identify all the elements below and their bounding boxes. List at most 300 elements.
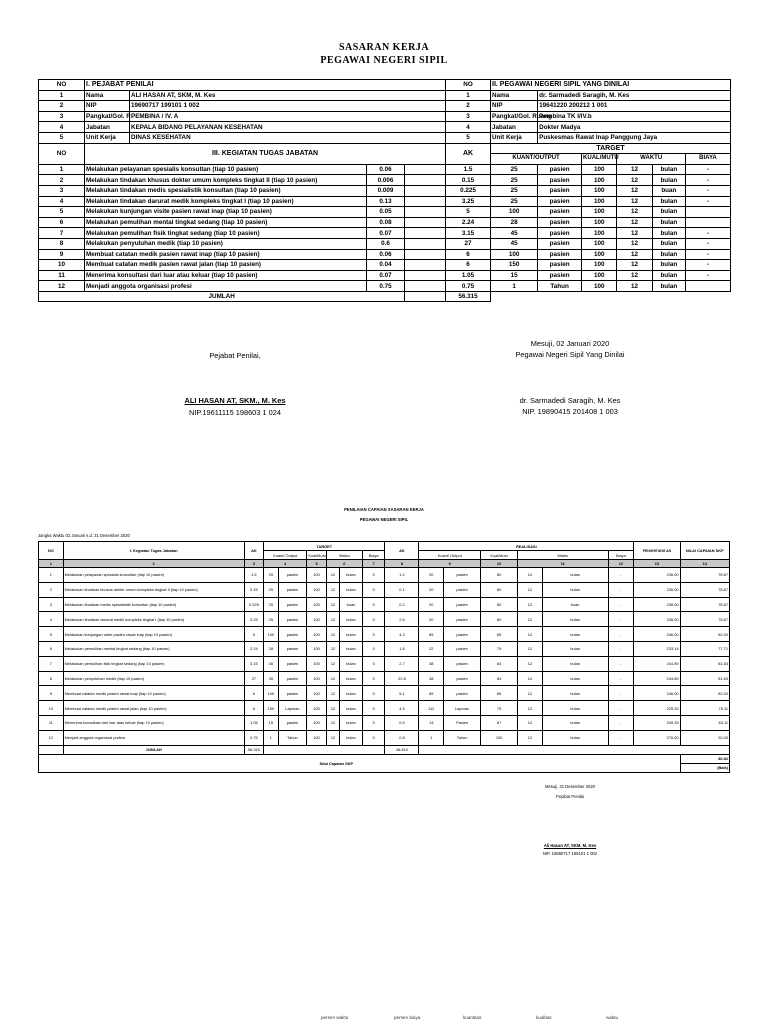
realisasi-satuan: pasien <box>444 627 481 642</box>
target-kuantitas: 45 <box>491 238 538 249</box>
row-number: 2 <box>39 175 85 186</box>
target-kuantitas: 25 <box>264 612 278 627</box>
realisasi-mutu: 84 <box>481 671 518 686</box>
pejabat-row-number: 5 <box>39 132 85 143</box>
kual-mutu-header: KUAL/MUTU <box>582 154 617 165</box>
penilaian-row <box>39 568 730 583</box>
penghitungan-value: 236.00 <box>634 568 680 583</box>
penilaian-row <box>39 671 730 686</box>
target-mutu: 100 <box>582 217 617 228</box>
target-ak: 6 <box>244 701 264 716</box>
target-mutu: 100 <box>582 207 617 218</box>
target-waktu: 12 <box>617 238 652 249</box>
spacer-cell <box>405 260 446 271</box>
target-ak: 2.24 <box>244 641 264 656</box>
row-number: 11 <box>39 270 85 281</box>
target-biaya: 0 <box>362 656 385 671</box>
kegiatan-description: Melakukan pelayanan spesialis konsultan (tiap 10 pasien) <box>63 568 244 583</box>
spacer-cell <box>405 238 446 249</box>
realisasi-mutu: 80 <box>481 582 518 597</box>
realisasi-kuantitas: 20 <box>419 597 444 612</box>
row-number: 9 <box>39 249 85 260</box>
pns-field-label: Unit Kerja <box>491 132 538 143</box>
target-waktu: 12 <box>326 656 339 671</box>
kegiatan-description: Melakukan pemulihan mental tingkat sedang (tiap 10 pasien) <box>85 217 367 228</box>
realisasi-ak: 1.2 <box>385 568 419 583</box>
target-satuan: Tahun <box>538 281 582 292</box>
target-kuantitas: 25 <box>491 164 538 175</box>
realisasi-waktu-satuan: bulan <box>542 701 608 716</box>
realisasi-kuantitas: 38 <box>419 656 444 671</box>
target-biaya: 0 <box>362 597 385 612</box>
kegiatan-description: Melakukan kunjungan visite pasien rawat inap (tiap 10 pasien) <box>63 627 244 642</box>
pejabat-field-value: ALI HASAN AT, SKM, M. Kes <box>130 90 446 101</box>
target-header: TARGET <box>264 542 385 551</box>
angka-kredit-unit: 0.006 <box>366 175 405 186</box>
target-biaya: - <box>685 175 730 186</box>
target-waktu-satuan: bulan <box>340 715 363 730</box>
ak-header: AK <box>446 143 491 164</box>
realisasi-waktu: 12 <box>518 686 543 701</box>
target-biaya: - <box>685 238 730 249</box>
target-biaya: 0 <box>362 582 385 597</box>
spacer-cell <box>405 249 446 260</box>
nilai-capaian-value: 80.82 <box>680 754 729 763</box>
realisasi-waktu-satuan: bulan <box>542 715 608 730</box>
pejabat-penilai-name-2: Ali Hasan AT, SKM. M. Kes <box>543 843 597 848</box>
kegiatan-row <box>39 260 731 271</box>
footer-persen-waktu: persen waktu <box>321 1015 349 1020</box>
target-mutu: 100 <box>307 656 327 671</box>
realisasi-kuantitas: 112 <box>419 701 444 716</box>
target-waktu: 12 <box>617 260 652 271</box>
jumlah-ak: 56.315 <box>244 745 264 754</box>
kegiatan-description: Membuat catatan medik pasien rawat jalan (tiap 10 pasien) <box>63 701 244 716</box>
realisasi-waktu-satuan: bulan <box>542 671 608 686</box>
pns-field-label: Pangkat/Gol. Ruang <box>492 113 552 121</box>
kegiatan-row <box>39 270 731 281</box>
signature-place-date: Mesuji, 02 Januari 2020 <box>530 339 610 348</box>
target-ak: 3.25 <box>244 612 264 627</box>
pns-row-number: 4 <box>446 122 491 133</box>
realisasi-waktu-satuan: buan <box>542 597 608 612</box>
row-number: 10 <box>39 260 85 271</box>
penilaian-subtitle: PEGAWAI NEGERI SIPIL <box>359 517 409 522</box>
no-header: NO <box>39 143 85 164</box>
document-subtitle: PEGAWAI NEGERI SIPIL <box>320 55 448 66</box>
pejabat-row-number: 2 <box>39 101 85 112</box>
kegiatan-description: Melakukan pelayanan spesialis konsultan (tiap 10 pasien) <box>85 164 367 175</box>
kegiatan-description: Menerima konsultasi dari luar atau keluar (tiap 10 pasien) <box>63 715 244 730</box>
kuant-header: Kuant/ Output <box>264 551 307 560</box>
realisasi-biaya: - <box>608 730 634 745</box>
angka-kredit-unit: 0.06 <box>366 164 405 175</box>
realisasi-ak: 0.1 <box>385 582 419 597</box>
row-number: 2 <box>39 582 64 597</box>
target-waktu: 12 <box>617 270 652 281</box>
target-biaya: 0 <box>362 715 385 730</box>
pns-field-value: dr. Sarmadedi Saragih, M. Kes <box>538 90 731 101</box>
jumlah-ak: 56.315 <box>446 291 491 302</box>
realisasi-satuan: Tahun <box>444 730 481 745</box>
target-kuantitas: 1 <box>491 281 538 292</box>
realisasi-mutu: 79 <box>481 641 518 656</box>
realisasi-biaya: - <box>608 582 634 597</box>
nilai-capaian-header: NILAI CAPAIAN SKP <box>680 542 729 560</box>
pejabat-field-label: Pangkat/Gol. R <box>86 113 131 121</box>
realisasi-waktu-satuan: bulan <box>542 582 608 597</box>
realisasi-biaya: - <box>608 568 634 583</box>
target-satuan: pasien <box>538 175 582 186</box>
target-satuan: pasien <box>538 260 582 271</box>
target-biaya: - <box>685 228 730 239</box>
target-waktu: 12 <box>617 164 652 175</box>
target-mutu: 100 <box>307 730 327 745</box>
target-mutu: 100 <box>582 281 617 292</box>
target-ak: 3.15 <box>244 656 264 671</box>
realisasi-mutu: 100 <box>481 730 518 745</box>
target-biaya <box>685 207 730 218</box>
pns-field-value: Dokter Madya <box>538 122 731 133</box>
realisasi-kuantitas: 85 <box>419 627 444 642</box>
target-waktu: 12 <box>326 641 339 656</box>
penilaian-row <box>39 701 730 716</box>
target-header: TARGET <box>491 143 731 154</box>
realisasi-mutu: 75 <box>481 701 518 716</box>
realisasi-satuan: pasien <box>444 671 481 686</box>
realisasi-waktu: 12 <box>518 597 543 612</box>
row-number: 5 <box>39 627 64 642</box>
target-biaya: 0 <box>362 730 385 745</box>
pejabat-row-number: 3 <box>39 111 85 122</box>
target-satuan: pasien <box>538 249 582 260</box>
target-biaya: - <box>685 249 730 260</box>
angka-kredit-unit: 0.08 <box>366 217 405 228</box>
penghitungan-value: 236.00 <box>634 597 680 612</box>
footer-persen-biaya: persen biaya <box>394 1015 421 1020</box>
target-mutu: 100 <box>582 260 617 271</box>
nilai-capaian-value: 82.00 <box>680 627 729 642</box>
target-biaya: - <box>685 196 730 207</box>
kegiatan-row <box>39 175 731 186</box>
column-number: 9 <box>419 560 481 568</box>
row-number: 9 <box>39 686 64 701</box>
pejabat-penilai-header: I. PEJABAT PENILAI <box>85 80 446 91</box>
nilai-capaian-word: (Baik) <box>680 763 729 772</box>
column-number: 14 <box>680 560 729 568</box>
target-biaya: - <box>685 260 730 271</box>
realisasi-satuan: pasien <box>444 568 481 583</box>
angka-kredit-total: 2.24 <box>446 217 491 228</box>
target-mutu: 100 <box>582 270 617 281</box>
kual-header: Kual/Mutu <box>308 552 326 558</box>
column-number: 7 <box>362 560 385 568</box>
spacer-cell <box>405 175 446 186</box>
target-kuantitas: 25 <box>264 597 278 612</box>
target-kuantitas: 25 <box>491 185 538 196</box>
kegiatan-row <box>39 196 731 207</box>
realisasi-mutu: 84 <box>481 656 518 671</box>
spacer-cell <box>405 196 446 207</box>
pejabat-penilai-name: ALI HASAN AT, SKM., M. Kes <box>184 396 286 405</box>
nilai-capaian-value: 78.67 <box>680 612 729 627</box>
target-waktu-satuan: bulan <box>340 686 363 701</box>
target-mutu: 100 <box>307 612 327 627</box>
realisasi-ak: 5.1 <box>385 686 419 701</box>
target-waktu-satuan: bulan <box>340 612 363 627</box>
biaya-header: Biaya <box>362 551 385 560</box>
target-waktu-satuan: bulan <box>652 270 685 281</box>
realisasi-biaya: - <box>608 641 634 656</box>
pejabat-penilai-nip: NIP.19611115 198603 1 024 <box>189 408 281 417</box>
kegiatan-row <box>39 249 731 260</box>
pejabat-row-number: 1 <box>39 90 85 101</box>
row-number: 3 <box>39 185 85 196</box>
realisasi-waktu-satuan: bulan <box>542 568 608 583</box>
row-number: 4 <box>39 612 64 627</box>
penghitungan-value: 276.00 <box>634 730 680 745</box>
target-biaya: 0 <box>362 686 385 701</box>
target-kuantitas: 15 <box>491 270 538 281</box>
target-satuan: pasien <box>278 671 307 686</box>
kegiatan-description: Membuat catatan medik pasien rawat inap (tiap 10 pasien) <box>63 686 244 701</box>
jumlah-label: JUMLAH <box>63 745 244 754</box>
target-satuan: Tahun <box>278 730 307 745</box>
realisasi-biaya: - <box>608 612 634 627</box>
target-kuantitas: 45 <box>264 656 278 671</box>
realisasi-mutu: 80 <box>481 568 518 583</box>
target-waktu: 12 <box>326 582 339 597</box>
kegiatan-description: Menerima konsultasi dari luar atau keluar (tiap 10 pasien) <box>85 270 367 281</box>
target-satuan: pasien <box>278 582 307 597</box>
realisasi-satuan: pasien <box>444 641 481 656</box>
pejabat-field-value: PEMBINA / IV. A <box>130 111 446 122</box>
realisasi-waktu-satuan: bulan <box>542 641 608 656</box>
realisasi-kuantitas: 20 <box>419 612 444 627</box>
realisasi-ak: 1.8 <box>385 641 419 656</box>
identity-row <box>39 101 731 112</box>
target-biaya: 0 <box>362 612 385 627</box>
target-mutu: 100 <box>582 249 617 260</box>
target-waktu: 12 <box>617 185 652 196</box>
penghitungan-value: 246.00 <box>634 627 680 642</box>
target-satuan: pasien <box>278 641 307 656</box>
skp-target-table <box>38 79 731 302</box>
target-waktu-satuan: bulan <box>652 217 685 228</box>
penilaian-row <box>39 686 730 701</box>
kegiatan-row <box>39 228 731 239</box>
pejabat-penilai-role: Pejabat Penilai, <box>209 351 261 360</box>
jumlah-ak-realisasi: 46.810 <box>385 745 419 754</box>
row-number: 8 <box>39 238 85 249</box>
target-satuan: pasien <box>538 238 582 249</box>
target-waktu: 12 <box>326 701 339 716</box>
target-waktu: 12 <box>617 175 652 186</box>
penilaian-row <box>39 582 730 597</box>
realisasi-biaya: - <box>608 597 634 612</box>
target-kuantitas: 1 <box>264 730 278 745</box>
row-number: 11 <box>39 715 64 730</box>
realisasi-ak: 0.8 <box>385 730 419 745</box>
pejabat-field-value: DINAS KESEHATAN <box>130 132 446 143</box>
no-header: NO <box>39 80 85 91</box>
realisasi-ak: 2.7 <box>385 656 419 671</box>
target-kuantitas: 25 <box>264 582 278 597</box>
penilaian-row <box>39 715 730 730</box>
pejabat-field-value: KEPALA BIDANG PELAYANAN KESEHATAN <box>130 122 446 133</box>
target-mutu: 100 <box>307 686 327 701</box>
pns-field-label: NIP <box>491 101 538 112</box>
nilai-capaian-value: 83.11 <box>680 715 729 730</box>
target-waktu-satuan: bulan <box>652 196 685 207</box>
target-waktu-satuan: bulan <box>652 228 685 239</box>
angka-kredit-total: 0.225 <box>446 185 491 196</box>
realisasi-ak: 22.8 <box>385 671 419 686</box>
target-mutu: 100 <box>582 196 617 207</box>
realisasi-waktu-satuan: bulan <box>542 627 608 642</box>
target-biaya <box>685 281 730 292</box>
kegiatan-description: Membuat catatan medik pasien rawat inap (tiap 10 pasien) <box>85 249 367 260</box>
no-header: NO <box>446 80 491 91</box>
kegiatan-description: Melakukan tindakan medis spesialistik konsultan (tiap 10 pasien) <box>85 185 367 196</box>
target-waktu-satuan: buan <box>652 185 685 196</box>
realisasi-kuantitas: 1 <box>419 730 444 745</box>
row-number: 4 <box>39 196 85 207</box>
target-mutu: 100 <box>582 228 617 239</box>
target-waktu: 12 <box>326 686 339 701</box>
penghitungan-value: 244.89 <box>634 671 680 686</box>
angka-kredit-unit: 0.6 <box>366 238 405 249</box>
penilaian-row <box>39 656 730 671</box>
target-satuan: pasien <box>538 164 582 175</box>
penghitungan-value: 225.33 <box>634 701 680 716</box>
row-number: 8 <box>39 671 64 686</box>
realisasi-biaya: - <box>608 671 634 686</box>
row-number: 10 <box>39 701 64 716</box>
target-satuan: pasien <box>538 196 582 207</box>
angka-kredit-total: 0.75 <box>446 281 491 292</box>
kuant-header: Kuant/ Output <box>419 551 481 560</box>
realisasi-kuantitas: 20 <box>419 582 444 597</box>
column-number: 10 <box>481 560 518 568</box>
realisasi-satuan: pasien <box>444 597 481 612</box>
angka-kredit-unit: 0.009 <box>366 185 405 196</box>
angka-kredit-unit: 0.07 <box>366 270 405 281</box>
kegiatan-description: Melakukan penyuluhan medik (tiap 10 pasien) <box>85 238 367 249</box>
realisasi-kuantitas: 13 <box>419 715 444 730</box>
angka-kredit-unit: 0.13 <box>366 196 405 207</box>
realisasi-ak: 4.5 <box>385 701 419 716</box>
target-satuan: pasien <box>278 597 307 612</box>
target-satuan: pasien <box>538 217 582 228</box>
identity-row <box>39 122 731 133</box>
penghitungan-header: PENGHITUNG AN <box>634 542 680 560</box>
realisasi-ak: 4.3 <box>385 627 419 642</box>
footer-kualitas: kualitas <box>536 1015 552 1020</box>
target-waktu: 12 <box>326 627 339 642</box>
row-number: 3 <box>39 597 64 612</box>
row-number: 7 <box>39 228 85 239</box>
target-waktu-satuan: bulan <box>652 249 685 260</box>
pejabat-field-label: NIP <box>85 101 130 112</box>
target-kuantitas: 100 <box>264 627 278 642</box>
target-waktu-satuan: buan <box>340 597 363 612</box>
realisasi-satuan: pasien <box>444 656 481 671</box>
target-waktu-satuan: bulan <box>340 568 363 583</box>
row-number: 12 <box>39 730 64 745</box>
kegiatan-row <box>39 238 731 249</box>
kegiatan-description: Menjadi anggota organisasi profesi <box>85 281 367 292</box>
pns-field-value: Puskesmas Rawat Inap Panggung Jaya <box>538 132 731 143</box>
footer-waktu: waktu <box>606 1015 619 1020</box>
realisasi-waktu: 12 <box>518 671 543 686</box>
target-satuan: Laporan <box>278 701 307 716</box>
target-waktu: 12 <box>617 249 652 260</box>
pejabat-field-label: Unit Kerja <box>85 132 130 143</box>
target-waktu: 12 <box>326 715 339 730</box>
kual-header: Kual/Mutu <box>481 551 518 560</box>
nilai-capaian-value: 75.11 <box>680 701 729 716</box>
target-waktu-satuan: bulan <box>340 627 363 642</box>
row-number: 5 <box>39 207 85 218</box>
angka-kredit-total: 5 <box>446 207 491 218</box>
row-number: 6 <box>39 641 64 656</box>
row-number: 12 <box>39 281 85 292</box>
target-satuan: pasien <box>278 686 307 701</box>
realisasi-kuantitas: 38 <box>419 671 444 686</box>
target-waktu: 12 <box>326 612 339 627</box>
angka-kredit-unit: 0.06 <box>366 249 405 260</box>
realisasi-waktu-satuan: bulan <box>542 656 608 671</box>
target-waktu-satuan: bulan <box>652 238 685 249</box>
target-mutu: 100 <box>307 641 327 656</box>
realisasi-waktu: 12 <box>518 730 543 745</box>
penilaian-title: PENILAIAN CAPAIAN SASARAN KERJA <box>344 507 424 512</box>
pejabat-field-label: Nama <box>85 90 130 101</box>
pejabat-row-number: 4 <box>39 122 85 133</box>
penghitungan-value: 244.89 <box>634 656 680 671</box>
angka-kredit-total: 3.25 <box>446 196 491 207</box>
ak-realisasi-header: AK <box>385 542 419 560</box>
realisasi-mutu: 80 <box>481 597 518 612</box>
target-kuantitas: 150 <box>491 260 538 271</box>
target-kuantitas: 100 <box>491 207 538 218</box>
kegiatan-description: Melakukan pemulihan mental tingkat sedang (tiap 10 pasien) <box>63 641 244 656</box>
pns-dinilai-name: dr. Sarmadedi Saragih, M. Kes <box>519 396 621 405</box>
angka-kredit-total: 0.15 <box>446 175 491 186</box>
row-number: 6 <box>39 217 85 228</box>
nilai-capaian-label: Nilai Capaian SKP <box>39 754 634 772</box>
target-satuan: pasien <box>278 612 307 627</box>
realisasi-biaya: - <box>608 701 634 716</box>
angka-kredit-unit: 0.04 <box>366 260 405 271</box>
document-title: SASARAN KERJA <box>338 42 430 53</box>
penghitungan-value: 236.00 <box>634 582 680 597</box>
target-mutu: 100 <box>307 671 327 686</box>
pns-dinilai-header: II. PEGAWAI NEGERI SIPIL YANG DINILAI <box>491 80 731 91</box>
target-kuantitas: 100 <box>264 686 278 701</box>
target-ak: 0.225 <box>244 597 264 612</box>
target-biaya: - <box>685 185 730 196</box>
row-number: 1 <box>39 164 85 175</box>
waktu-header: Waktu <box>326 551 362 560</box>
pns-field-value: 19641220 200212 1 001 <box>538 101 731 112</box>
column-number: 2 <box>63 560 244 568</box>
target-satuan: pasien <box>538 228 582 239</box>
row-number: 7 <box>39 656 64 671</box>
target-kuantitas: 45 <box>491 228 538 239</box>
nilai-capaian-value: 78.67 <box>680 597 729 612</box>
